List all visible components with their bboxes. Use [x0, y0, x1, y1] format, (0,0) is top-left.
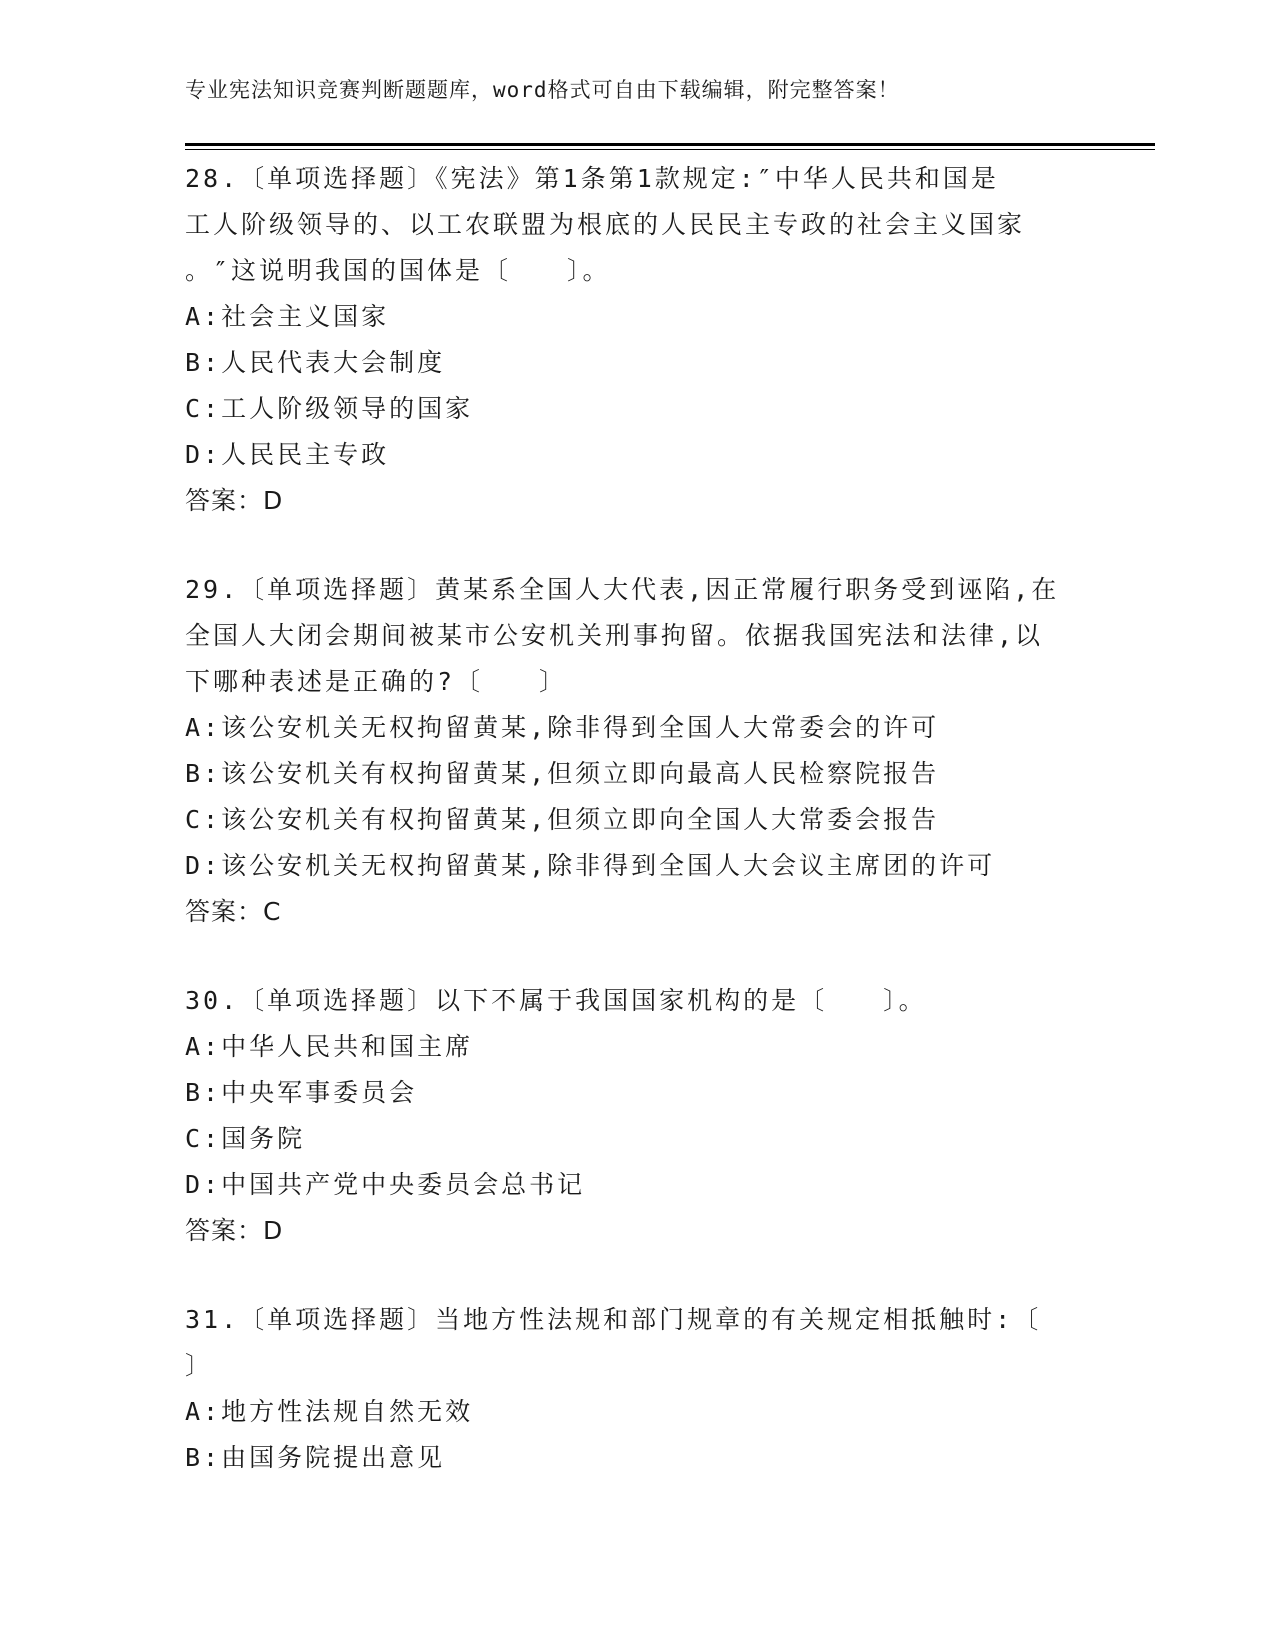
- answer-line: 答案：D: [185, 1216, 284, 1245]
- question-29: [185, 567, 1085, 935]
- question-stem-line: 全国人大闭会期间被某市公安机关刑事拘留。依据我国宪法和法律,以: [185, 621, 1044, 650]
- question-stem-line: 工人阶级领导的、以工农联盟为根底的人民民主专政的社会主义国家: [185, 210, 1026, 239]
- option-c: C:该公安机关有权拘留黄某,但须立即向全国人大常委会报告: [185, 805, 940, 834]
- question-28: [185, 156, 1085, 524]
- question-30: [185, 978, 1085, 1254]
- option-b: B:该公安机关有权拘留黄某,但须立即向最高人民检察院报告: [185, 759, 940, 788]
- question-31: [185, 1297, 1085, 1481]
- question-stem-line: 。″这说明我国的国体是〔 〕。: [185, 256, 611, 285]
- answer-line: 答案：D: [185, 486, 284, 515]
- header-divider: [185, 143, 1155, 146]
- option-d: D:人民民主专政: [185, 440, 390, 469]
- option-c: C:国务院: [185, 1124, 306, 1153]
- question-stem-line: 〕: [185, 1351, 214, 1380]
- question-stem-line: 30.〔单项选择题〕以下不属于我国国家机构的是〔 〕。: [185, 986, 927, 1015]
- answer-line: 答案：C: [185, 897, 282, 926]
- question-stem-line: 下哪种表述是正确的?〔 〕: [185, 667, 568, 696]
- question-stem-line: 29.〔单项选择题〕黄某系全国人大代表,因正常履行职务受到诬陷,在: [185, 575, 1060, 604]
- option-a: A:社会主义国家: [185, 302, 390, 331]
- option-d: D:中国共产党中央委员会总书记: [185, 1170, 586, 1199]
- question-stem-line: 28.〔单项选择题〕《宪法》第1条第1款规定:″中华人民共和国是: [185, 164, 999, 193]
- option-d: D:该公安机关无权拘留黄某,除非得到全国人大会议主席团的许可: [185, 851, 996, 880]
- option-b: B:由国务院提出意见: [185, 1443, 446, 1472]
- option-a: A:中华人民共和国主席: [185, 1032, 474, 1061]
- question-list: [185, 156, 1085, 1524]
- page-header: 专业宪法知识竞赛判断题题库，word格式可自由下载编辑，附完整答案！: [185, 78, 900, 102]
- option-a: A:地方性法规自然无效: [185, 1397, 474, 1426]
- option-a: A:该公安机关无权拘留黄某,除非得到全国人大常委会的许可: [185, 713, 940, 742]
- option-b: B:人民代表大会制度: [185, 348, 446, 377]
- question-stem-line: 31.〔单项选择题〕当地方性法规和部门规章的有关规定相抵触时:〔: [185, 1305, 1042, 1334]
- option-c: C:工人阶级领导的国家: [185, 394, 474, 423]
- option-b: B:中央军事委员会: [185, 1078, 418, 1107]
